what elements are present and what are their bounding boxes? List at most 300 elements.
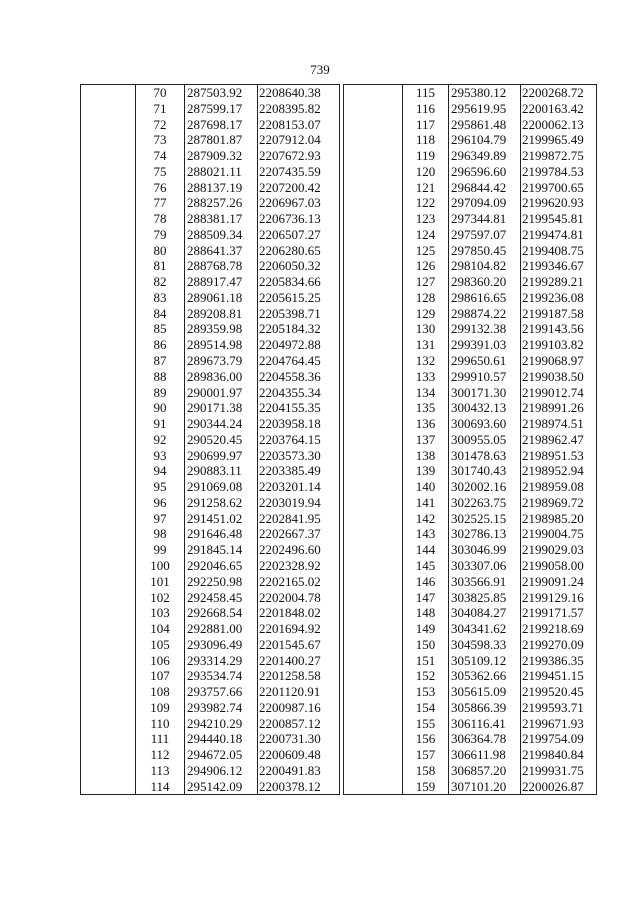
empty-cell xyxy=(81,180,136,196)
table-row xyxy=(344,353,597,369)
point-number-cell: 105 xyxy=(136,637,185,653)
coordinate-table-right xyxy=(343,84,597,795)
table-row xyxy=(81,605,340,621)
y-coordinate-cell: 2199620.93 xyxy=(522,195,584,211)
table-row xyxy=(81,463,340,479)
empty-cell xyxy=(344,779,403,795)
point-number-cell: 99 xyxy=(136,542,185,558)
y-coordinate-cell: 2206736.13 xyxy=(259,211,321,227)
point-number-cell: 102 xyxy=(136,590,185,606)
y-coordinate-cell: 2203385.49 xyxy=(259,463,321,479)
y-coordinate-cell: 2199004.75 xyxy=(522,526,584,542)
table-row xyxy=(344,432,597,448)
y-coordinate-cell: 2200026.87 xyxy=(522,778,584,794)
y-coordinate-cell: 2198952.94 xyxy=(522,463,584,479)
y-coordinate-cell: 2199451.15 xyxy=(522,668,584,684)
empty-cell xyxy=(344,731,403,747)
empty-cell xyxy=(344,511,403,527)
y-coordinate-cell: 2200857.12 xyxy=(259,715,321,731)
y-coordinate-cell: 2202496.60 xyxy=(259,542,321,558)
y-coordinate-cell: 2200731.30 xyxy=(259,731,321,747)
table-row xyxy=(344,85,597,101)
y-coordinate-cell: 2200609.48 xyxy=(259,747,321,763)
empty-cell xyxy=(344,747,403,763)
x-coordinate-cell: 302002.16 xyxy=(449,479,521,495)
point-number-cell: 113 xyxy=(136,763,185,779)
x-coordinate-cell: 295380.12 xyxy=(449,85,521,101)
y-coordinate-cell: 2208395.82 xyxy=(259,100,321,116)
point-number-cell: 70 xyxy=(136,85,185,101)
x-coordinate-cell: 292046.65 xyxy=(185,558,258,574)
y-coordinate-cell: 2203958.18 xyxy=(259,416,321,432)
point-number-cell: 87 xyxy=(136,353,185,369)
x-coordinate-cell: 287698.17 xyxy=(185,117,258,133)
empty-cell xyxy=(344,132,403,148)
table-row xyxy=(81,731,340,747)
y-coordinate-cell: 2208153.07 xyxy=(259,116,321,132)
table-row xyxy=(81,479,340,495)
y-coordinate-cell: 2202165.02 xyxy=(259,573,321,589)
table-row xyxy=(344,195,597,211)
table-row xyxy=(344,117,597,133)
y-coordinate-cell: 2199784.53 xyxy=(522,163,584,179)
x-coordinate-cell: 290171.38 xyxy=(185,400,258,416)
point-number-cell: 133 xyxy=(403,369,449,385)
x-coordinate-cell: 298616.65 xyxy=(449,290,521,306)
y-coordinate-cell: 2199671.93 xyxy=(522,715,584,731)
x-coordinate-cell: 304598.33 xyxy=(449,637,521,653)
empty-cell xyxy=(81,605,136,621)
y-coordinate-cell: 2206280.65 xyxy=(259,242,321,258)
table-row xyxy=(344,574,597,590)
point-number-cell: 156 xyxy=(403,731,449,747)
point-number-cell: 150 xyxy=(403,637,449,653)
y-coordinate-cell: 2204558.36 xyxy=(259,368,321,384)
table-row xyxy=(81,668,340,684)
x-coordinate-cell: 298874.22 xyxy=(449,306,521,322)
x-coordinate-cell: 287503.92 xyxy=(185,85,258,101)
point-number-cell: 124 xyxy=(403,227,449,243)
y-coordinate-cell: 2202667.37 xyxy=(259,526,321,542)
point-number-cell: 107 xyxy=(136,668,185,684)
x-coordinate-cell: 288381.17 xyxy=(185,211,258,227)
point-number-cell: 130 xyxy=(403,321,449,337)
x-coordinate-cell: 300693.60 xyxy=(449,416,521,432)
table-row xyxy=(344,779,597,795)
point-number-cell: 137 xyxy=(403,432,449,448)
x-coordinate-cell: 305109.12 xyxy=(449,653,521,669)
x-coordinate-cell: 291069.08 xyxy=(185,479,258,495)
point-number-cell: 141 xyxy=(403,495,449,511)
point-number-cell: 90 xyxy=(136,400,185,416)
table-row xyxy=(344,369,597,385)
empty-cell xyxy=(81,511,136,527)
empty-cell xyxy=(344,337,403,353)
point-number-cell: 154 xyxy=(403,700,449,716)
table-row xyxy=(344,542,597,558)
empty-cell xyxy=(81,148,136,164)
y-coordinate-cell: 2202328.92 xyxy=(259,557,321,573)
empty-cell xyxy=(81,731,136,747)
point-number-cell: 138 xyxy=(403,448,449,464)
empty-cell xyxy=(344,605,403,621)
empty-cell xyxy=(81,684,136,700)
table-row xyxy=(81,132,340,148)
x-coordinate-cell: 292668.54 xyxy=(185,605,258,621)
empty-cell xyxy=(344,463,403,479)
x-coordinate-cell: 293982.74 xyxy=(185,700,258,716)
y-coordinate-cell: 2201848.02 xyxy=(259,605,321,621)
empty-cell xyxy=(81,621,136,637)
empty-cell xyxy=(81,211,136,227)
x-coordinate-cell: 287801.87 xyxy=(185,132,258,148)
point-number-cell: 127 xyxy=(403,274,449,290)
empty-cell xyxy=(344,400,403,416)
point-number-cell: 80 xyxy=(136,243,185,259)
coordinate-table-left xyxy=(80,84,340,795)
table-row xyxy=(81,369,340,385)
table-row xyxy=(81,511,340,527)
x-coordinate-cell: 289673.79 xyxy=(185,353,258,369)
empty-cell xyxy=(344,448,403,464)
y-coordinate-cell: 2207912.04 xyxy=(259,132,321,148)
point-number-cell: 108 xyxy=(136,684,185,700)
y-coordinate-cell: 2200268.72 xyxy=(522,85,584,100)
point-number-cell: 81 xyxy=(136,258,185,274)
empty-cell xyxy=(344,495,403,511)
table-row xyxy=(81,211,340,227)
table-row xyxy=(344,668,597,684)
x-coordinate-cell: 299391.03 xyxy=(449,337,521,353)
point-number-cell: 109 xyxy=(136,700,185,716)
point-number-cell: 79 xyxy=(136,227,185,243)
empty-cell xyxy=(81,416,136,432)
table-row xyxy=(344,463,597,479)
table-row xyxy=(81,400,340,416)
point-number-cell: 148 xyxy=(403,605,449,621)
table-row xyxy=(81,779,340,795)
y-coordinate-cell: 2199058.00 xyxy=(522,557,584,573)
table-row xyxy=(344,400,597,416)
empty-cell xyxy=(81,101,136,117)
table-row xyxy=(81,85,340,101)
x-coordinate-cell: 306611.98 xyxy=(449,747,521,763)
x-coordinate-cell: 297094.09 xyxy=(449,195,521,211)
point-number-cell: 88 xyxy=(136,369,185,385)
table-row xyxy=(81,306,340,322)
x-coordinate-cell: 303307.06 xyxy=(449,558,521,574)
table-row xyxy=(344,747,597,763)
x-coordinate-cell: 302263.75 xyxy=(449,495,521,511)
point-number-cell: 114 xyxy=(136,779,185,795)
empty-cell xyxy=(81,479,136,495)
y-coordinate-cell: 2199129.16 xyxy=(522,589,584,605)
y-coordinate-cell: 2199218.69 xyxy=(522,621,584,637)
y-coordinate-cell: 2199068.97 xyxy=(522,353,584,369)
y-coordinate-cell: 2202841.95 xyxy=(259,510,321,526)
empty-cell xyxy=(81,400,136,416)
y-coordinate-cell: 2201694.92 xyxy=(259,621,321,637)
point-number-cell: 110 xyxy=(136,716,185,732)
y-coordinate-cell: 2200062.13 xyxy=(522,116,584,132)
empty-cell xyxy=(81,574,136,590)
point-number-cell: 96 xyxy=(136,495,185,511)
point-number-cell: 75 xyxy=(136,164,185,180)
table-row xyxy=(81,195,340,211)
table-row xyxy=(344,337,597,353)
y-coordinate-cell: 2198969.72 xyxy=(522,494,584,510)
table-row xyxy=(344,495,597,511)
point-number-cell: 72 xyxy=(136,117,185,133)
table-row xyxy=(344,511,597,527)
point-number-cell: 82 xyxy=(136,274,185,290)
point-number-cell: 122 xyxy=(403,195,449,211)
empty-cell xyxy=(81,195,136,211)
x-coordinate-cell: 306857.20 xyxy=(449,763,521,779)
x-coordinate-cell: 289359.98 xyxy=(185,321,258,337)
y-coordinate-cell: 2199965.49 xyxy=(522,132,584,148)
empty-cell xyxy=(81,637,136,653)
empty-cell xyxy=(344,306,403,322)
y-coordinate-cell: 2199545.81 xyxy=(522,211,584,227)
y-coordinate-cell: 2199091.24 xyxy=(522,573,584,589)
table-row xyxy=(344,653,597,669)
table-row xyxy=(344,558,597,574)
table-row xyxy=(344,590,597,606)
coordinate-table-right-body xyxy=(344,85,597,795)
empty-cell xyxy=(81,337,136,353)
y-coordinate-cell: 2203573.30 xyxy=(259,447,321,463)
point-number-cell: 106 xyxy=(136,653,185,669)
empty-cell xyxy=(344,227,403,243)
point-number-cell: 84 xyxy=(136,306,185,322)
empty-cell xyxy=(344,290,403,306)
table-row xyxy=(81,180,340,196)
y-coordinate-cell: 2207200.42 xyxy=(259,179,321,195)
y-coordinate-cell: 2206050.32 xyxy=(259,258,321,274)
empty-cell xyxy=(81,353,136,369)
x-coordinate-cell: 293314.29 xyxy=(185,653,258,669)
y-coordinate-cell: 2198951.53 xyxy=(522,447,584,463)
empty-cell xyxy=(81,542,136,558)
x-coordinate-cell: 299650.61 xyxy=(449,353,521,369)
x-coordinate-cell: 294672.05 xyxy=(185,747,258,763)
x-coordinate-cell: 290520.45 xyxy=(185,432,258,448)
empty-cell xyxy=(81,763,136,779)
y-coordinate-cell: 2199840.84 xyxy=(522,747,584,763)
point-number-cell: 157 xyxy=(403,747,449,763)
x-coordinate-cell: 304084.27 xyxy=(449,605,521,621)
y-coordinate-cell: 2198991.26 xyxy=(522,400,584,416)
y-coordinate-cell: 2205834.66 xyxy=(259,274,321,290)
y-coordinate-cell: 2206967.03 xyxy=(259,195,321,211)
table-row xyxy=(344,164,597,180)
point-number-cell: 85 xyxy=(136,321,185,337)
point-number-cell: 94 xyxy=(136,463,185,479)
y-coordinate-cell: 2199012.74 xyxy=(522,384,584,400)
table-row xyxy=(344,290,597,306)
point-number-cell: 120 xyxy=(403,164,449,180)
y-coordinate-cell: 2208640.38 xyxy=(259,85,321,100)
x-coordinate-cell: 289061.18 xyxy=(185,290,258,306)
point-number-cell: 71 xyxy=(136,101,185,117)
table-row xyxy=(344,621,597,637)
table-row xyxy=(344,227,597,243)
empty-cell xyxy=(81,132,136,148)
y-coordinate-cell: 2199236.08 xyxy=(522,289,584,305)
empty-cell xyxy=(344,385,403,401)
y-coordinate-cell: 2204972.88 xyxy=(259,337,321,353)
empty-cell xyxy=(81,716,136,732)
x-coordinate-cell: 288137.19 xyxy=(185,180,258,196)
table-row xyxy=(344,385,597,401)
point-number-cell: 147 xyxy=(403,590,449,606)
empty-cell xyxy=(344,763,403,779)
point-number-cell: 123 xyxy=(403,211,449,227)
point-number-cell: 104 xyxy=(136,621,185,637)
table-row xyxy=(81,353,340,369)
empty-cell xyxy=(81,653,136,669)
y-coordinate-cell: 2200378.12 xyxy=(259,778,321,794)
table-row xyxy=(344,416,597,432)
x-coordinate-cell: 290883.11 xyxy=(185,463,258,479)
x-coordinate-cell: 294440.18 xyxy=(185,731,258,747)
table-row xyxy=(81,432,340,448)
x-coordinate-cell: 302786.13 xyxy=(449,526,521,542)
coordinate-table-left-body xyxy=(81,85,340,795)
point-number-cell: 98 xyxy=(136,526,185,542)
point-number-cell: 97 xyxy=(136,511,185,527)
table-row xyxy=(81,574,340,590)
table-row xyxy=(81,148,340,164)
point-number-cell: 158 xyxy=(403,763,449,779)
empty-cell xyxy=(344,637,403,653)
empty-cell xyxy=(344,526,403,542)
empty-cell xyxy=(344,542,403,558)
x-coordinate-cell: 287909.32 xyxy=(185,148,258,164)
y-coordinate-cell: 2199103.82 xyxy=(522,337,584,353)
x-coordinate-cell: 295861.48 xyxy=(449,117,521,133)
point-number-cell: 155 xyxy=(403,716,449,732)
x-coordinate-cell: 288257.26 xyxy=(185,195,258,211)
point-number-cell: 116 xyxy=(403,101,449,117)
x-coordinate-cell: 291845.14 xyxy=(185,542,258,558)
x-coordinate-cell: 299132.38 xyxy=(449,321,521,337)
x-coordinate-cell: 295619.95 xyxy=(449,101,521,117)
table-row xyxy=(344,148,597,164)
x-coordinate-cell: 302525.15 xyxy=(449,511,521,527)
table-row xyxy=(81,621,340,637)
x-coordinate-cell: 300171.30 xyxy=(449,385,521,401)
y-coordinate-cell: 2200987.16 xyxy=(259,699,321,715)
y-coordinate-cell: 2203201.14 xyxy=(259,479,321,495)
table-row xyxy=(81,716,340,732)
x-coordinate-cell: 305362.66 xyxy=(449,668,521,684)
point-number-cell: 146 xyxy=(403,574,449,590)
table-row xyxy=(81,117,340,133)
y-coordinate-cell: 2199408.75 xyxy=(522,242,584,258)
table-row xyxy=(81,747,340,763)
x-coordinate-cell: 288021.11 xyxy=(185,164,258,180)
x-coordinate-cell: 290699.97 xyxy=(185,448,258,464)
point-number-cell: 136 xyxy=(403,416,449,432)
y-coordinate-cell: 2198962.47 xyxy=(522,431,584,447)
empty-cell xyxy=(81,495,136,511)
y-coordinate-cell: 2200491.83 xyxy=(259,762,321,778)
empty-cell xyxy=(81,700,136,716)
empty-cell xyxy=(81,290,136,306)
empty-cell xyxy=(344,353,403,369)
point-number-cell: 143 xyxy=(403,526,449,542)
x-coordinate-cell: 289836.00 xyxy=(185,369,258,385)
point-number-cell: 93 xyxy=(136,448,185,464)
y-coordinate-cell: 2204764.45 xyxy=(259,353,321,369)
empty-cell xyxy=(81,526,136,542)
empty-cell xyxy=(81,227,136,243)
empty-cell xyxy=(344,590,403,606)
y-coordinate-cell: 2198974.51 xyxy=(522,416,584,432)
table-row xyxy=(81,290,340,306)
y-coordinate-cell: 2199346.67 xyxy=(522,258,584,274)
table-row xyxy=(344,211,597,227)
y-coordinate-cell: 2204155.35 xyxy=(259,400,321,416)
table-row xyxy=(81,258,340,274)
table-row xyxy=(81,653,340,669)
y-coordinate-cell: 2205615.25 xyxy=(259,289,321,305)
point-number-cell: 128 xyxy=(403,290,449,306)
table-row xyxy=(344,605,597,621)
empty-cell xyxy=(344,653,403,669)
table-row xyxy=(344,306,597,322)
empty-cell xyxy=(344,117,403,133)
table-row xyxy=(81,495,340,511)
empty-cell xyxy=(344,164,403,180)
table-row xyxy=(344,763,597,779)
empty-cell xyxy=(81,432,136,448)
x-coordinate-cell: 289208.81 xyxy=(185,306,258,322)
y-coordinate-cell: 2205398.71 xyxy=(259,305,321,321)
table-row xyxy=(81,763,340,779)
point-number-cell: 139 xyxy=(403,463,449,479)
empty-cell xyxy=(81,85,136,101)
empty-cell xyxy=(81,243,136,259)
table-row xyxy=(344,101,597,117)
table-row xyxy=(81,526,340,542)
x-coordinate-cell: 298360.20 xyxy=(449,274,521,290)
point-number-cell: 131 xyxy=(403,337,449,353)
y-coordinate-cell: 2199700.65 xyxy=(522,179,584,195)
point-number-cell: 144 xyxy=(403,542,449,558)
point-number-cell: 91 xyxy=(136,416,185,432)
table-row xyxy=(81,590,340,606)
empty-cell xyxy=(344,321,403,337)
x-coordinate-cell: 305866.39 xyxy=(449,700,521,716)
x-coordinate-cell: 304341.62 xyxy=(449,621,521,637)
y-coordinate-cell: 2199038.50 xyxy=(522,368,584,384)
y-coordinate-cell: 2199187.58 xyxy=(522,305,584,321)
x-coordinate-cell: 290344.24 xyxy=(185,416,258,432)
table-row xyxy=(81,637,340,653)
x-coordinate-cell: 291258.62 xyxy=(185,495,258,511)
x-coordinate-cell: 305615.09 xyxy=(449,684,521,700)
x-coordinate-cell: 297850.45 xyxy=(449,243,521,259)
page-number: 739 xyxy=(310,62,330,77)
x-coordinate-cell: 307101.20 xyxy=(449,779,521,795)
point-number-cell: 115 xyxy=(403,85,449,101)
y-coordinate-cell: 2199474.81 xyxy=(522,226,584,242)
empty-cell xyxy=(344,243,403,259)
x-coordinate-cell: 291451.02 xyxy=(185,511,258,527)
